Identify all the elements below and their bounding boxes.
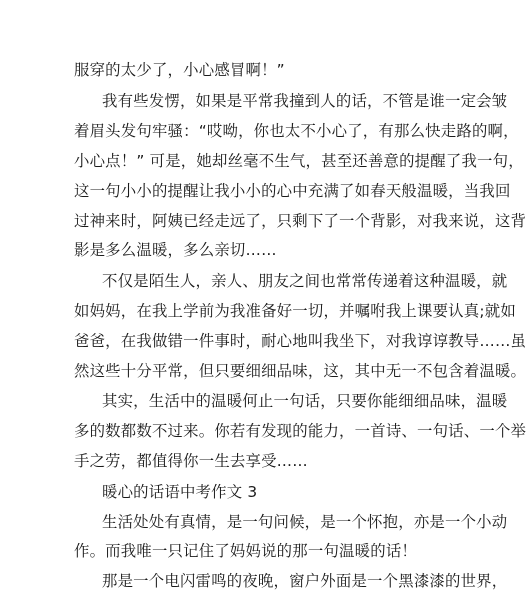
paragraph-start: 我有些发愣，如果是平常我撞到人的话，不管是谁一定会皱 [102, 92, 508, 110]
paragraph-start: 其实，生活中的温暖何止一句话，只要你能细细品味，温暖 [102, 392, 508, 410]
text-line: 影是多么温暖，多么亲切…… [74, 241, 277, 259]
text-line: 手之劳，都值得你一生去享受…… [74, 452, 308, 470]
paragraph-start: 不仅是陌生人，亲人、朋友之间也常常传递着这种温暖，就 [102, 272, 508, 290]
text-line: 这一句小小的提醒让我小小的心中充满了如春天般温暖，当我回 [74, 182, 511, 200]
text-line: 小心点！” 可是，她却丝毫不生气，甚至还善意的提醒了我一句， [74, 152, 524, 170]
text-line: 作。而我唯一只记住了妈妈说的那一句温暖的话！ [74, 542, 417, 560]
paragraph-start: 那是一个电闪雷鸣的夜晚，窗户外面是一个黑漆漆的世界， [102, 572, 508, 590]
text-line: 服穿的太少了，小心感冒啊！” [74, 61, 285, 79]
text-line: 过神来时，阿姨已经走远了，只剩下了一个背影，对我来说，这背 [74, 212, 526, 230]
text-line: 如妈妈，在我上学前为我准备好一切，并嘱咐我上课要认真;就如 [74, 302, 516, 320]
text-line: 多的数都数不过来。你若有发现的能力，一首诗、一句话、一个举 [74, 422, 526, 440]
text-line: 着眉头发句牢骚：“哎呦，你也太不小心了，有那么快走路的啊， [74, 122, 519, 140]
text-line: 爸爸，在我做错一件事时，耐心地叫我坐下，对我谆谆教导……虽 [74, 332, 526, 350]
paragraph-start: 生活处处有真情，是一句问候，是一个怀抱，亦是一个小动 [102, 513, 508, 531]
section-heading: 暖心的话语中考作文 3 [102, 483, 258, 501]
text-line: 然这些十分平常，但只要细细品味，这，其中无一不包含着温暖。 [74, 362, 526, 380]
